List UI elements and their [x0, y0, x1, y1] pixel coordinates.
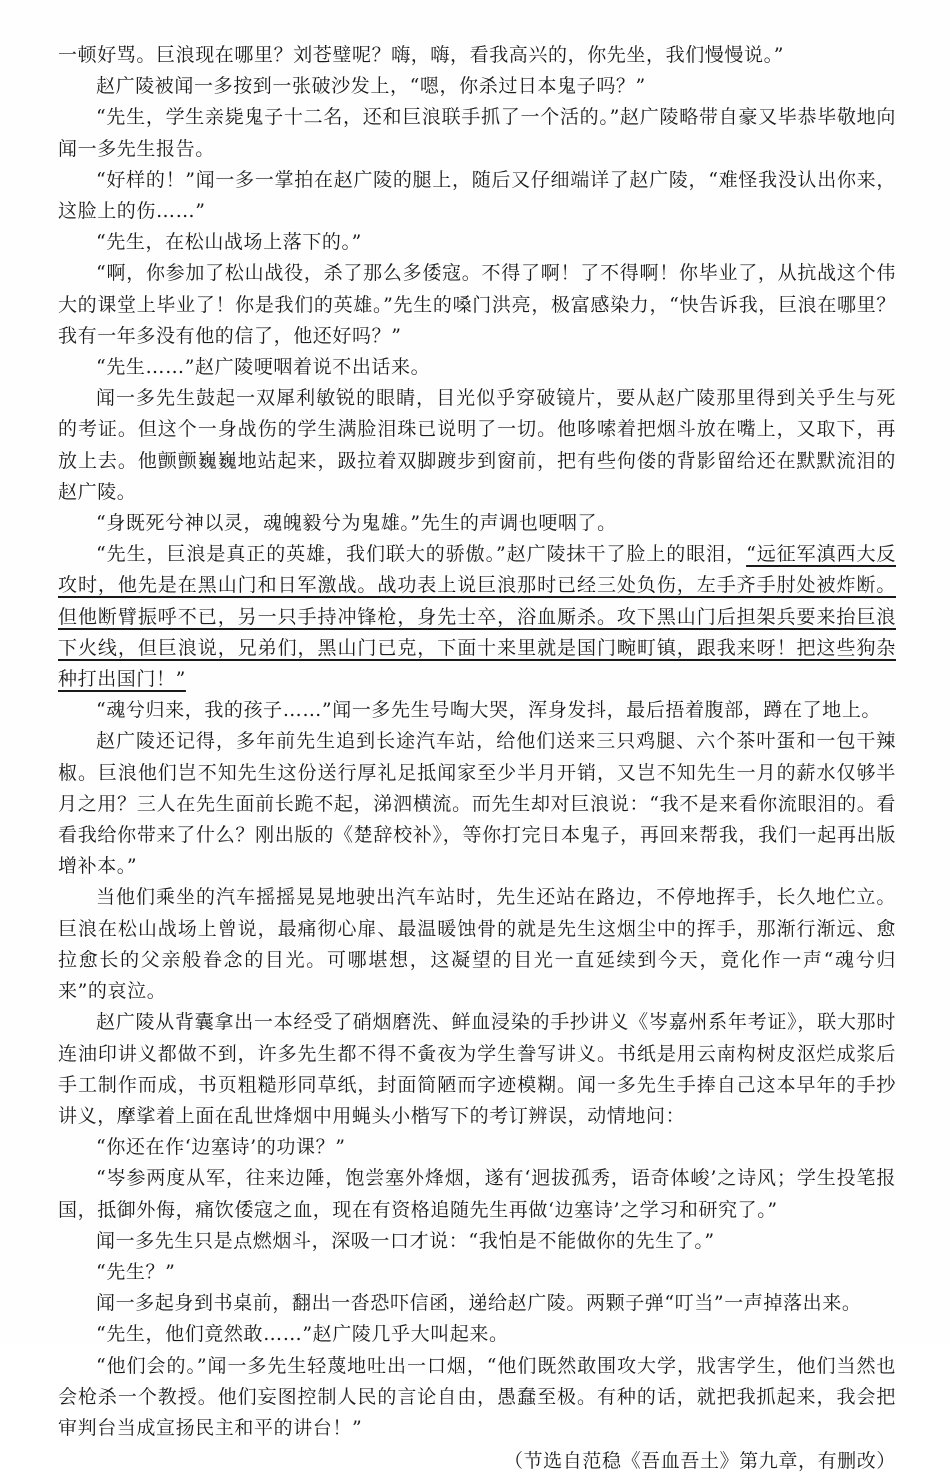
paragraph-5: “先生，在松山战场上落下的。”: [96, 231, 362, 254]
underlined-passage: “远征军滇西大反攻时，他先是在黑山门和日军激战。战功表上说巨浪那时已经三处负伤，左手齐手肘处被炸断。但他断臂振呼不已，另一只手持冲锋枪，身先士卒，浴血厮杀。攻下黑山门后担架兵要来抬巨浪下火线，但巨浪说，兄弟们，黑山门已克，下面十来里就是国门畹町镇，跟我来呀！把这些狗杂种打出国门！”: [58, 543, 896, 691]
paragraph-4: “好样的！”闻一多一掌拍在赵广陵的腿上，随后又仔细端详了赵广陵，“难怪我没认出你来，这脸上的伤……”: [58, 168, 896, 223]
paragraph-3: “先生，学生亲毙鬼子十二名，还和巨浪联手抓了一个活的。”赵广陵略带自豪又毕恭毕敬地向闻一多先生报告。: [58, 106, 896, 160]
article-body: [58, 40, 896, 1477]
paragraph-11: “魂兮归来，我的孩子……”闻一多先生号啕大哭，浑身发抖，最后捂着腹部，蹲在了地上。: [96, 699, 882, 722]
paragraph-6: “啊，你参加了松山战役，杀了那么多倭寇。不得了啊！了不得啊！你毕业了，从抗战这个伟大的课堂上毕业了！你是我们的英雄。”先生的嗓门洪亮，极富感染力，“快告诉我，巨浪在哪里？我有一年多没有他的信了，他还好吗？”: [58, 262, 896, 347]
paragraph-17: 闻一多先生只是点燃烟斗，深吸一口才说：“我怕是不能做你的先生了。”: [96, 1229, 715, 1252]
paragraph-21: “他们会的。”闻一多先生轻蔑地吐出一口烟，“他们既然敢围攻大学，戕害学生，他们当然也会枪杀一个教授。他们妄图控制人民的言论自由，愚蠢至极。有种的话，就把我抓起来，我会把审判台当成宣扬民主和平的讲台！”: [58, 1354, 896, 1439]
paragraph-19: 闻一多起身到书桌前，翻出一沓恐吓信函，递给赵广陵。两颗子弹“叮当”一声掉落出来。: [96, 1292, 862, 1315]
source-citation: （节选自范稳《吾血吾土》第九章，有删改）: [503, 1450, 896, 1473]
paragraph-1: 一顿好骂。巨浪现在哪里？刘苍璧呢？嗨，嗨，看我高兴的，你先坐，我们慢慢说。”: [58, 44, 785, 66]
paragraph-10-lead: “先生，巨浪是真正的英雄，我们联大的骄傲。”赵广陵抹干了脸上的眼泪，: [96, 543, 747, 566]
paragraph-14: 赵广陵从背囊拿出一本经受了硝烟磨洗、鲜血浸染的手抄讲义《岑嘉州系年考证》，联大那时连油印讲义都做不到，许多先生都不得不夤夜为学生誊写讲义。书纸是用云南构树皮沤烂成浆后手工制作而成，书页粗糙形同草纸，封面简陋而字迹模糊。闻一多先生手捧自己这本早年的手抄讲义，摩挲着上面在乱世烽烟中用蝇头小楷写下的考订辨误，动情地问：: [58, 1011, 896, 1127]
paragraph-2: 赵广陵被闻一多按到一张破沙发上，“嗯，你杀过日本鬼子吗？”: [96, 75, 646, 98]
paragraph-9: “身既死兮神以灵，魂魄毅兮为鬼雄。”先生的声调也哽咽了。: [96, 512, 617, 535]
paragraph-20: “先生，他们竟然敢……”赵广陵几乎大叫起来。: [96, 1323, 509, 1346]
paragraph-8: 闻一多先生鼓起一双犀利敏锐的眼睛，目光似乎穿破镜片，要从赵广陵那里得到关乎生与死的考证。但这个一身战伤的学生满脸泪珠已说明了一切。他哆嗦着把烟斗放在嘴上，又取下，再放上去。他颤颤巍巍地站起来，趿拉着双脚踱步到窗前，把有些佝偻的背影留给还在默默流泪的赵广陵。: [58, 387, 896, 503]
paragraph-10: [58, 539, 896, 695]
paragraph-15: “你还在作‘边塞诗’的功课？”: [96, 1136, 346, 1159]
paragraph-16: “岑参两度从军，往来边陲，饱尝塞外烽烟，遂有‘迥拔孤秀，语奇体峻’之诗风；学生投笔报国，抵御外侮，痛饮倭寇之血，现在有资格追随先生再做‘边塞诗’之学习和研究了。”: [58, 1167, 896, 1221]
paragraph-7: “先生……”赵广陵哽咽着说不出话来。: [96, 356, 431, 379]
paragraph-12: 赵广陵还记得，多年前先生追到长途汽车站，给他们送来三只鸡腿、六个茶叶蛋和一包干辣椒。巨浪他们岂不知先生这份送行厚礼足抵闻家至少半月开销，又岂不知先生一月的薪水仅够半月之用？三人在先生面前长跪不起，涕泗横流。而先生却对巨浪说：“我不是来看你流眼泪的。看看我给你带来了什么？刚出版的《楚辞校补》，等你打完日本鬼子，再回来帮我，我们一起再出版增补本。”: [58, 730, 896, 878]
paragraph-18: “先生？”: [96, 1260, 176, 1283]
paragraph-13: 当他们乘坐的汽车摇摇晃晃地驶出汽车站时，先生还站在路边，不停地挥手，长久地伫立。巨浪在松山战场上曾说，最痛彻心扉、最温暖蚀骨的就是先生这烟尘中的挥手，那渐行渐远、愈拉愈长的父亲般眷念的目光。可哪堪想，这凝望的目光一直延续到今天，竟化作一声“魂兮归来”的哀泣。: [58, 886, 896, 1003]
